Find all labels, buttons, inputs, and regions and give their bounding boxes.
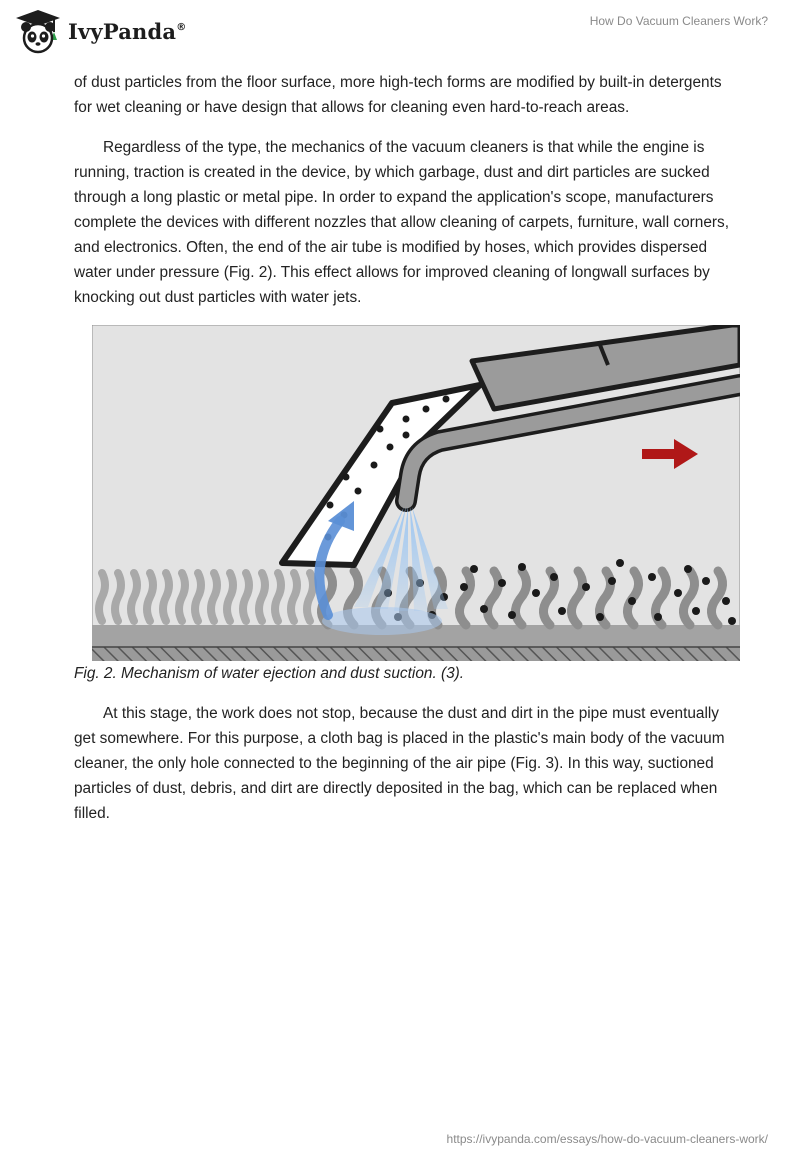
figure-caption: Fig. 2. Mechanism of water ejection and dust suction. (3). xyxy=(74,665,465,682)
figure-water-ejection-diagram xyxy=(92,325,740,661)
brand-logo[interactable] xyxy=(14,8,186,54)
source-url[interactable]: https://ivypanda.com/essays/how-do-vacuum-cleaners-work/ xyxy=(446,1132,768,1146)
brand-name: IvyPanda® xyxy=(68,18,187,44)
document-title: How Do Vacuum Cleaners Work? xyxy=(589,14,768,28)
paragraph: At this stage, the work does not stop, because the dust and dirt in the pipe must eventually get somewhere. For this purpose, a cloth bag is placed in the plastic's main body of the vacuum cleaner, the only hole connected to the beginning of the air pipe (Fig. 3). In this way, suctioned particles of dust, debris, and dirt are directly deposited in the bag, which can be replaced when filled. xyxy=(74,705,725,822)
essay-content xyxy=(74,70,734,841)
page-header xyxy=(0,0,800,70)
vacuum-nozzle-illustration xyxy=(92,325,740,661)
panda-logo-icon xyxy=(14,8,62,54)
paragraph: Regardless of the type, the mechanics of the vacuum cleaners is that while the engine is running, traction is created in the device, by which garbage, dust and dirt particles are sucked through a long plastic or metal pipe. In order to expand the application's scope, manufacturers complete the devices with different nozzles that allow cleaning of carpets, furniture, wall corners, and electronics. Often, the end of the air tube is modified by hoses, which provides dispersed water under pressure (Fig. 2). This effect allows for improved cleaning of longwall surfaces by knocking out dust particles with water jets. xyxy=(74,139,730,306)
paragraph: of dust particles from the floor surface, more high-tech forms are modified by built-in detergents for wet cleaning or have design that allows for cleaning even hard-to-reach areas. xyxy=(74,74,722,116)
